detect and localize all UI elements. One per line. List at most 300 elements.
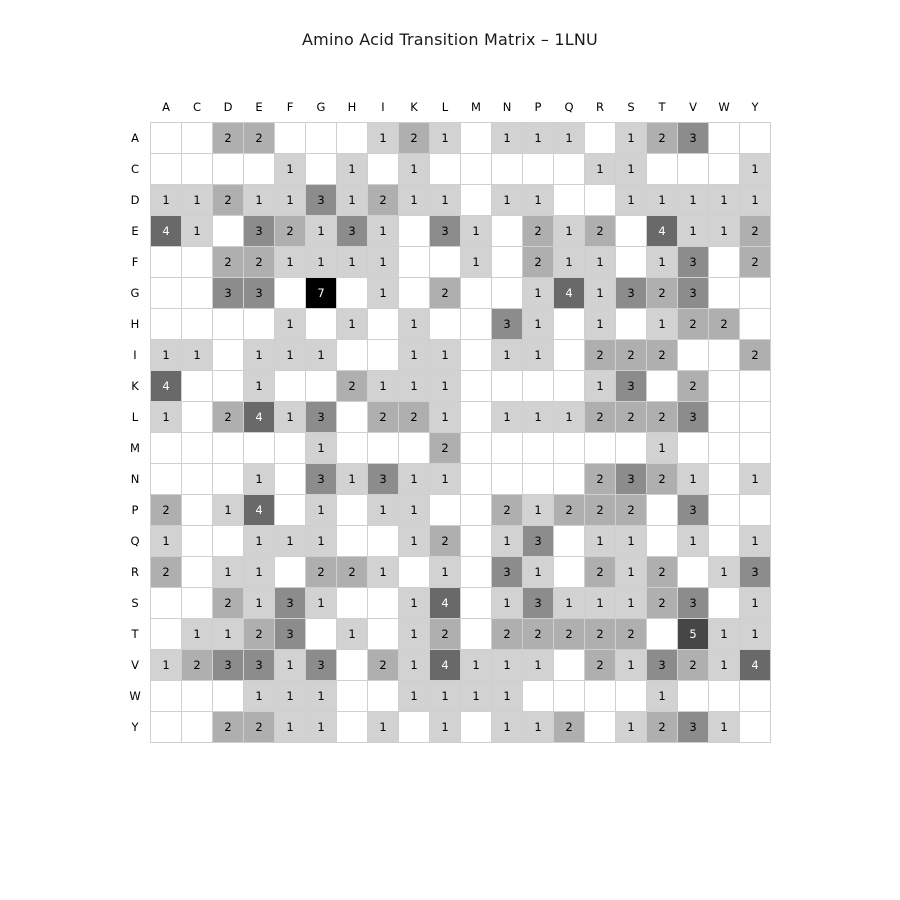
matrix-cell-Y-I: 1 — [368, 711, 399, 742]
matrix-row — [120, 680, 771, 711]
matrix-cell-Y-K — [399, 711, 430, 742]
matrix-cell-N-A — [151, 463, 182, 494]
column-header-T: T — [658, 99, 666, 114]
matrix-cell-G-S: 3 — [616, 277, 647, 308]
matrix-cell-G-W — [709, 277, 740, 308]
matrix-cell-Q-I — [368, 525, 399, 556]
matrix-cell-M-P — [523, 432, 554, 463]
matrix-cell-P-Q: 2 — [554, 494, 585, 525]
matrix-cell-W-S — [616, 680, 647, 711]
matrix-cell-H-F: 1 — [275, 308, 306, 339]
column-header-M: M — [471, 99, 481, 114]
matrix-cell-E-D — [213, 215, 244, 246]
matrix-cell-K-L: 1 — [430, 370, 461, 401]
matrix-cell-A-G — [306, 122, 337, 153]
matrix-cell-L-S: 2 — [616, 401, 647, 432]
matrix-cell-F-V: 3 — [678, 246, 709, 277]
matrix-cell-A-T: 2 — [647, 122, 678, 153]
matrix-cell-N-M — [461, 463, 492, 494]
matrix-cell-M-Q — [554, 432, 585, 463]
matrix-cell-L-E: 4 — [244, 401, 275, 432]
matrix-cell-T-A — [151, 618, 182, 649]
matrix-cell-Q-R: 1 — [585, 525, 616, 556]
row-header-Q: Q — [130, 533, 140, 548]
matrix-cell-A-D: 2 — [213, 122, 244, 153]
matrix-cell-R-E: 1 — [244, 556, 275, 587]
matrix-cell-L-V: 3 — [678, 401, 709, 432]
matrix-cell-H-W: 2 — [709, 308, 740, 339]
matrix-cell-R-C — [182, 556, 213, 587]
matrix-cell-Q-M — [461, 525, 492, 556]
matrix-cell-K-N — [492, 370, 523, 401]
matrix-cell-Y-Q: 2 — [554, 711, 585, 742]
matrix-cell-F-H: 1 — [337, 246, 368, 277]
matrix-cell-R-R: 2 — [585, 556, 616, 587]
matrix-cell-A-R — [585, 122, 616, 153]
matrix-cell-S-E: 1 — [244, 587, 275, 618]
matrix-cell-W-W — [709, 680, 740, 711]
matrix-cell-V-M: 1 — [461, 649, 492, 680]
column-header-C: C — [192, 99, 202, 114]
matrix-cell-S-H — [337, 587, 368, 618]
matrix-cell-Y-Y — [740, 711, 771, 742]
matrix-cell-I-K: 1 — [399, 339, 430, 370]
column-header-P: P — [534, 99, 542, 114]
matrix-cell-F-F: 1 — [275, 246, 306, 277]
matrix-cell-L-R: 2 — [585, 401, 616, 432]
matrix-cell-A-P: 1 — [523, 122, 554, 153]
matrix-cell-C-D — [213, 153, 244, 184]
matrix-cell-E-P: 2 — [523, 215, 554, 246]
matrix-cell-F-K — [399, 246, 430, 277]
matrix-cell-S-R: 1 — [585, 587, 616, 618]
matrix-cell-S-K: 1 — [399, 587, 430, 618]
matrix-cell-E-S — [616, 215, 647, 246]
matrix-cell-K-K: 1 — [399, 370, 430, 401]
matrix-cell-W-L: 1 — [430, 680, 461, 711]
matrix-cell-I-S: 2 — [616, 339, 647, 370]
matrix-cell-S-I — [368, 587, 399, 618]
matrix-cell-T-P: 2 — [523, 618, 554, 649]
matrix-cell-F-E: 2 — [244, 246, 275, 277]
matrix-cell-C-H: 1 — [337, 153, 368, 184]
matrix-cell-W-G: 1 — [306, 680, 337, 711]
matrix-cell-Q-F: 1 — [275, 525, 306, 556]
matrix-cell-D-N: 1 — [492, 184, 523, 215]
matrix-cell-I-M — [461, 339, 492, 370]
matrix-cell-T-R: 2 — [585, 618, 616, 649]
matrix-cell-V-W: 1 — [709, 649, 740, 680]
matrix-cell-C-P — [523, 153, 554, 184]
matrix-row — [120, 463, 771, 494]
matrix-cell-S-N: 1 — [492, 587, 523, 618]
matrix-cell-N-R: 2 — [585, 463, 616, 494]
matrix-row — [120, 711, 771, 742]
matrix-cell-M-W — [709, 432, 740, 463]
matrix-cell-I-F: 1 — [275, 339, 306, 370]
matrix-cell-N-P — [523, 463, 554, 494]
matrix-cell-I-G: 1 — [306, 339, 337, 370]
matrix-cell-R-L: 1 — [430, 556, 461, 587]
matrix-cell-M-V — [678, 432, 709, 463]
matrix-cell-R-S: 1 — [616, 556, 647, 587]
matrix-cell-C-I — [368, 153, 399, 184]
column-header-Y: Y — [751, 99, 759, 114]
matrix-cell-V-T: 3 — [647, 649, 678, 680]
column-header-A: A — [162, 99, 170, 114]
matrix-cell-F-C — [182, 246, 213, 277]
matrix-cell-K-Y — [740, 370, 771, 401]
matrix-cell-A-M — [461, 122, 492, 153]
matrix-cell-Q-T — [647, 525, 678, 556]
column-header-I: I — [381, 99, 385, 114]
row-header-T: T — [131, 626, 139, 641]
matrix-cell-W-A — [151, 680, 182, 711]
matrix-cell-E-V: 1 — [678, 215, 709, 246]
matrix-cell-T-K: 1 — [399, 618, 430, 649]
matrix-cell-T-T — [647, 618, 678, 649]
matrix-cell-A-F — [275, 122, 306, 153]
matrix-cell-V-G: 3 — [306, 649, 337, 680]
matrix-cell-P-E: 4 — [244, 494, 275, 525]
matrix-cell-Q-D — [213, 525, 244, 556]
matrix-cell-S-L: 4 — [430, 587, 461, 618]
matrix-cell-N-S: 3 — [616, 463, 647, 494]
matrix-cell-I-V — [678, 339, 709, 370]
matrix-cell-H-P: 1 — [523, 308, 554, 339]
matrix-cell-W-K: 1 — [399, 680, 430, 711]
matrix-cell-P-H — [337, 494, 368, 525]
matrix-cell-M-A — [151, 432, 182, 463]
row-header-I: I — [133, 347, 137, 362]
matrix-row — [120, 215, 771, 246]
matrix-cell-T-N: 2 — [492, 618, 523, 649]
matrix-cell-P-M — [461, 494, 492, 525]
matrix-cell-D-I: 2 — [368, 184, 399, 215]
matrix-cell-Q-C — [182, 525, 213, 556]
matrix-cell-A-N: 1 — [492, 122, 523, 153]
matrix-cell-Y-V: 3 — [678, 711, 709, 742]
matrix-cell-Q-V: 1 — [678, 525, 709, 556]
matrix-cell-I-T: 2 — [647, 339, 678, 370]
matrix-cell-I-W — [709, 339, 740, 370]
matrix-cell-R-I: 1 — [368, 556, 399, 587]
matrix-cell-P-A: 2 — [151, 494, 182, 525]
matrix-cell-K-E: 1 — [244, 370, 275, 401]
matrix-cell-G-D: 3 — [213, 277, 244, 308]
matrix-cell-I-E: 1 — [244, 339, 275, 370]
matrix-cell-L-K: 2 — [399, 401, 430, 432]
matrix-row — [120, 339, 771, 370]
row-header-W: W — [129, 688, 141, 703]
matrix-cell-D-E: 1 — [244, 184, 275, 215]
matrix-cell-W-H — [337, 680, 368, 711]
matrix-cell-W-D — [213, 680, 244, 711]
matrix-cell-N-H: 1 — [337, 463, 368, 494]
matrix-cell-Y-N: 1 — [492, 711, 523, 742]
matrix-cell-S-D: 2 — [213, 587, 244, 618]
matrix-cell-T-F: 3 — [275, 618, 306, 649]
row-header-V: V — [131, 657, 139, 672]
matrix-cell-E-Q: 1 — [554, 215, 585, 246]
matrix-cell-P-P: 1 — [523, 494, 554, 525]
matrix-cell-Y-L: 1 — [430, 711, 461, 742]
matrix-cell-V-V: 2 — [678, 649, 709, 680]
matrix-cell-M-L: 2 — [430, 432, 461, 463]
matrix-cell-G-I: 1 — [368, 277, 399, 308]
chart-title: Amino Acid Transition Matrix – 1LNU — [302, 30, 598, 49]
matrix-cell-V-E: 3 — [244, 649, 275, 680]
column-header-L: L — [441, 99, 449, 114]
matrix-cell-M-I — [368, 432, 399, 463]
column-header-F: F — [286, 99, 294, 114]
matrix-cell-L-W — [709, 401, 740, 432]
matrix-cell-D-Q — [554, 184, 585, 215]
matrix-cell-C-L — [430, 153, 461, 184]
column-header-Q: Q — [564, 99, 574, 114]
matrix-cell-K-T — [647, 370, 678, 401]
matrix-cell-D-W: 1 — [709, 184, 740, 215]
matrix-cell-D-V: 1 — [678, 184, 709, 215]
matrix-cell-T-W: 1 — [709, 618, 740, 649]
matrix-cell-N-Q — [554, 463, 585, 494]
matrix-cell-Y-E: 2 — [244, 711, 275, 742]
matrix-cell-V-F: 1 — [275, 649, 306, 680]
matrix-cell-R-H: 2 — [337, 556, 368, 587]
matrix-cell-H-G — [306, 308, 337, 339]
matrix-cell-I-L: 1 — [430, 339, 461, 370]
matrix-cell-P-N: 2 — [492, 494, 523, 525]
row-header-H: H — [130, 316, 140, 331]
matrix-cell-A-W — [709, 122, 740, 153]
matrix-cell-P-D: 1 — [213, 494, 244, 525]
matrix-cell-G-G: 7 — [306, 277, 337, 308]
matrix-cell-N-K: 1 — [399, 463, 430, 494]
matrix-cell-V-N: 1 — [492, 649, 523, 680]
matrix-cell-R-P: 1 — [523, 556, 554, 587]
matrix-cell-G-A — [151, 277, 182, 308]
row-header-Y: Y — [131, 719, 139, 734]
matrix-cell-K-H: 2 — [337, 370, 368, 401]
matrix-cell-L-C — [182, 401, 213, 432]
matrix-cell-G-T: 2 — [647, 277, 678, 308]
matrix-cell-Q-N: 1 — [492, 525, 523, 556]
matrix-cell-N-N — [492, 463, 523, 494]
matrix-cell-F-T: 1 — [647, 246, 678, 277]
matrix-cell-I-Q — [554, 339, 585, 370]
matrix-cell-E-C: 1 — [182, 215, 213, 246]
matrix-cell-E-R: 2 — [585, 215, 616, 246]
matrix-cell-M-T: 1 — [647, 432, 678, 463]
matrix-cell-H-A — [151, 308, 182, 339]
matrix-cell-Y-A — [151, 711, 182, 742]
matrix-cell-L-I: 2 — [368, 401, 399, 432]
matrix-cell-L-P: 1 — [523, 401, 554, 432]
matrix-cell-M-R — [585, 432, 616, 463]
matrix-cell-I-D — [213, 339, 244, 370]
matrix-cell-R-D: 1 — [213, 556, 244, 587]
matrix-cell-N-F — [275, 463, 306, 494]
matrix-cell-Q-K: 1 — [399, 525, 430, 556]
matrix-row — [120, 370, 771, 401]
matrix-cell-E-L: 3 — [430, 215, 461, 246]
matrix-cell-Y-W: 1 — [709, 711, 740, 742]
matrix-cell-G-Y — [740, 277, 771, 308]
matrix-cell-W-Q — [554, 680, 585, 711]
matrix-cell-V-L: 4 — [430, 649, 461, 680]
matrix-cell-E-G: 1 — [306, 215, 337, 246]
matrix-cell-P-Y — [740, 494, 771, 525]
matrix-cell-C-K: 1 — [399, 153, 430, 184]
matrix-cell-N-E: 1 — [244, 463, 275, 494]
matrix-cell-L-T: 2 — [647, 401, 678, 432]
matrix-cell-K-Q — [554, 370, 585, 401]
matrix-cell-Y-M — [461, 711, 492, 742]
matrix-cell-A-Y — [740, 122, 771, 153]
matrix-cell-K-S: 3 — [616, 370, 647, 401]
matrix-cell-I-P: 1 — [523, 339, 554, 370]
matrix-cell-W-V — [678, 680, 709, 711]
matrix-cell-V-H — [337, 649, 368, 680]
matrix-row — [120, 277, 771, 308]
matrix-cell-Q-S: 1 — [616, 525, 647, 556]
matrix-cell-Y-D: 2 — [213, 711, 244, 742]
row-header-G: G — [130, 285, 140, 300]
matrix-cell-N-G: 3 — [306, 463, 337, 494]
matrix-cell-L-M — [461, 401, 492, 432]
matrix-cell-T-C: 1 — [182, 618, 213, 649]
matrix-cell-A-C — [182, 122, 213, 153]
matrix-cell-A-H — [337, 122, 368, 153]
matrix-cell-V-Q — [554, 649, 585, 680]
matrix-cell-F-P: 2 — [523, 246, 554, 277]
matrix-cell-C-F: 1 — [275, 153, 306, 184]
matrix-cell-N-Y: 1 — [740, 463, 771, 494]
matrix-cell-V-P: 1 — [523, 649, 554, 680]
matrix-cell-C-T — [647, 153, 678, 184]
matrix-cell-M-S — [616, 432, 647, 463]
matrix-cell-L-F: 1 — [275, 401, 306, 432]
matrix-row — [120, 556, 771, 587]
matrix-cell-Q-L: 2 — [430, 525, 461, 556]
matrix-cell-Y-G: 1 — [306, 711, 337, 742]
matrix-cell-S-S: 1 — [616, 587, 647, 618]
matrix-cell-I-R: 2 — [585, 339, 616, 370]
matrix-cell-R-Y: 3 — [740, 556, 771, 587]
matrix-cell-I-H — [337, 339, 368, 370]
matrix-cell-L-Q: 1 — [554, 401, 585, 432]
column-header-W: W — [718, 99, 730, 114]
matrix-cell-A-E: 2 — [244, 122, 275, 153]
matrix-cell-F-M: 1 — [461, 246, 492, 277]
matrix-cell-E-F: 2 — [275, 215, 306, 246]
matrix-cell-W-Y — [740, 680, 771, 711]
matrix-cell-H-L — [430, 308, 461, 339]
matrix-cell-P-F — [275, 494, 306, 525]
matrix-cell-N-I: 3 — [368, 463, 399, 494]
row-header-L: L — [131, 409, 139, 424]
matrix-cell-E-Y: 2 — [740, 215, 771, 246]
matrix-cell-R-M — [461, 556, 492, 587]
matrix-cell-T-S: 2 — [616, 618, 647, 649]
matrix-cell-Q-G: 1 — [306, 525, 337, 556]
matrix-cell-Y-S: 1 — [616, 711, 647, 742]
matrix-cell-C-Q — [554, 153, 585, 184]
matrix-cell-P-I: 1 — [368, 494, 399, 525]
matrix-table — [120, 92, 771, 743]
matrix-cell-A-L: 1 — [430, 122, 461, 153]
matrix-cell-C-M — [461, 153, 492, 184]
matrix-cell-G-C — [182, 277, 213, 308]
matrix-cell-S-M — [461, 587, 492, 618]
matrix-cell-G-M — [461, 277, 492, 308]
matrix-cell-A-V: 3 — [678, 122, 709, 153]
matrix-cell-C-E — [244, 153, 275, 184]
matrix-cell-W-M: 1 — [461, 680, 492, 711]
matrix-cell-E-M: 1 — [461, 215, 492, 246]
matrix-cell-T-E: 2 — [244, 618, 275, 649]
matrix-cell-E-H: 3 — [337, 215, 368, 246]
matrix-cell-T-Y: 1 — [740, 618, 771, 649]
matrix-cell-S-W — [709, 587, 740, 618]
matrix-cell-A-I: 1 — [368, 122, 399, 153]
matrix-cell-H-K: 1 — [399, 308, 430, 339]
matrix-cell-E-E: 3 — [244, 215, 275, 246]
matrix-cell-F-G: 1 — [306, 246, 337, 277]
matrix-cell-E-K — [399, 215, 430, 246]
matrix-cell-W-R — [585, 680, 616, 711]
matrix-cell-V-C: 2 — [182, 649, 213, 680]
column-header-S: S — [627, 99, 635, 114]
matrix-cell-K-I: 1 — [368, 370, 399, 401]
matrix-cell-K-C — [182, 370, 213, 401]
matrix-cell-H-I — [368, 308, 399, 339]
row-header-F: F — [131, 254, 139, 269]
matrix-cell-I-A: 1 — [151, 339, 182, 370]
matrix-row — [120, 494, 771, 525]
matrix-cell-S-C — [182, 587, 213, 618]
row-header-K: K — [131, 378, 139, 393]
matrix-cell-W-T: 1 — [647, 680, 678, 711]
matrix-cell-N-L: 1 — [430, 463, 461, 494]
matrix-row — [120, 184, 771, 215]
matrix-cell-F-W — [709, 246, 740, 277]
matrix-cell-H-H: 1 — [337, 308, 368, 339]
matrix-cell-P-S: 2 — [616, 494, 647, 525]
row-header-S: S — [131, 595, 139, 610]
matrix-cell-L-H — [337, 401, 368, 432]
matrix-cell-M-C — [182, 432, 213, 463]
matrix-cell-G-K — [399, 277, 430, 308]
matrix-cell-M-D — [213, 432, 244, 463]
column-header-D: D — [223, 99, 233, 114]
matrix-cell-S-V: 3 — [678, 587, 709, 618]
matrix-cell-D-M — [461, 184, 492, 215]
column-header-H: H — [347, 99, 357, 114]
matrix-cell-T-M — [461, 618, 492, 649]
matrix-cell-I-N: 1 — [492, 339, 523, 370]
row-header-E: E — [131, 223, 139, 238]
matrix-cell-S-A — [151, 587, 182, 618]
matrix-cell-D-G: 3 — [306, 184, 337, 215]
matrix-cell-Y-P: 1 — [523, 711, 554, 742]
matrix-cell-H-R: 1 — [585, 308, 616, 339]
row-header-P: P — [131, 502, 139, 517]
matrix-cell-A-Q: 1 — [554, 122, 585, 153]
matrix-cell-V-Y: 4 — [740, 649, 771, 680]
matrix-cell-M-H — [337, 432, 368, 463]
matrix-cell-L-Y — [740, 401, 771, 432]
